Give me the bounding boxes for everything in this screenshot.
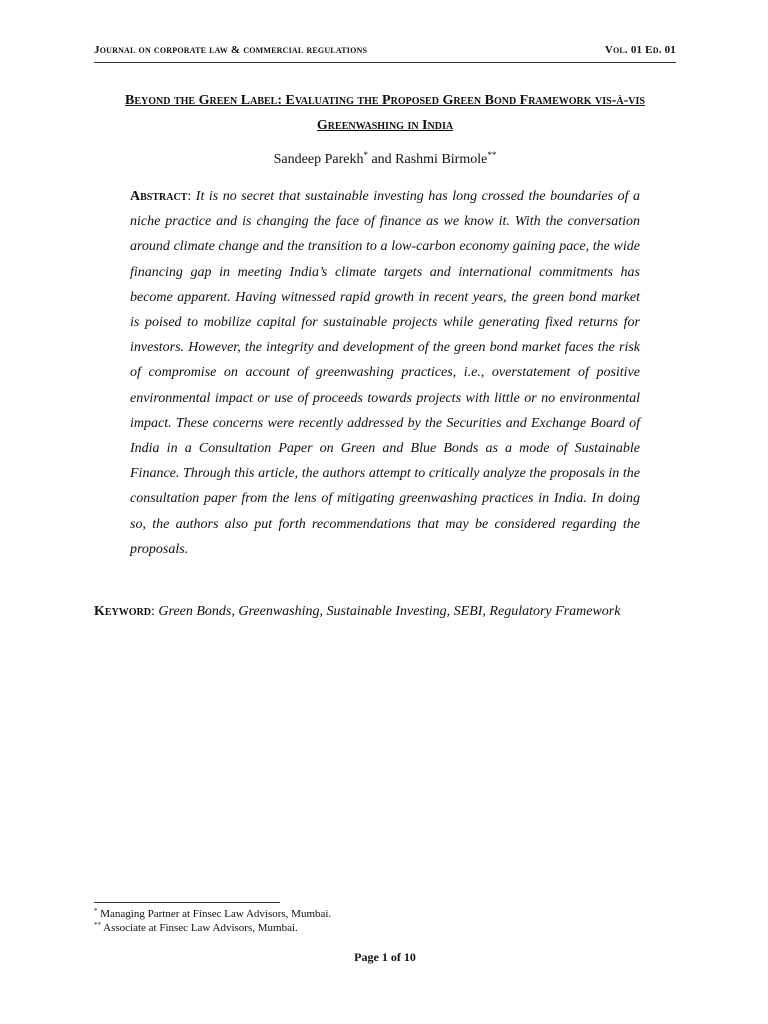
abstract [130, 184, 640, 562]
page-number: Page 1 of 10 [354, 950, 416, 964]
running-header [94, 44, 676, 63]
author-name: Rashmi Birmole [395, 152, 488, 167]
footnote-item [94, 907, 676, 921]
footnote-text: Associate at Finsec Law Advisors, Mumbai. [101, 922, 298, 934]
footnote-marker: * [363, 150, 368, 160]
footnote-text: Managing Partner at Finsec Law Advisors, Mumbai. [97, 908, 332, 920]
keywords [94, 601, 694, 623]
abstract-label: Abstract [130, 189, 188, 204]
footnote-marker: * [94, 907, 98, 915]
abstract-separator: : [187, 189, 196, 204]
keywords-text: Green Bonds, Greenwashing, Sustainable Investing, SEBI, Regulatory Framework [158, 604, 621, 619]
author-connector: and [367, 152, 396, 167]
footnote-divider [94, 902, 280, 903]
footnote-marker: ** [94, 921, 101, 929]
volume-edition: Vol. 01 Ed. 01 [604, 44, 676, 56]
author-name: Sandeep Parekh [273, 152, 364, 167]
footnotes [94, 907, 676, 935]
abstract-text: It is no secret that sustainable investing has long crossed the boundaries of a niche practice and is changing the face of finance as we know it. With the conversation around climate change and the transition to a low-carbon economy gaining pace, the wide financing gap in meeting India’s climate targets and international commitments has become apparent. Having witnessed rapid growth in recent years, the green bond market is poised to mobilize capital for sustainable projects while generating fixed returns for investors. However, the integrity and development of the green bond market faces the risk of compromise on account of greenwashing practices, i.e., overstatement of positive environmental impact or use of proceeds towards projects with little or no environmental impact. These concerns were recently addressed by the Securities and Exchange Board of India in a Consultation Paper on Green and Blue Bonds as a mode of Sustainable Finance. Through this article, the authors attempt to critically analyze the proposals in the consultation paper from the lens of mitigating greenwashing practices in India. In doing so, the authors also put forth recommendations that may be considered regarding the proposals. [130, 189, 640, 557]
author-line [94, 150, 676, 170]
footnote-item [94, 921, 676, 935]
keywords-separator: : [151, 604, 159, 619]
footnote-marker: ** [487, 150, 497, 160]
keywords-label: Keyword [94, 604, 152, 619]
article-title: Beyond the Green Label: Evaluating the Proposed Green Bond Framework vis-à-vis Greenwashing in India [125, 93, 645, 133]
journal-name: Journal on corporate law & commercial regulations [94, 44, 368, 56]
